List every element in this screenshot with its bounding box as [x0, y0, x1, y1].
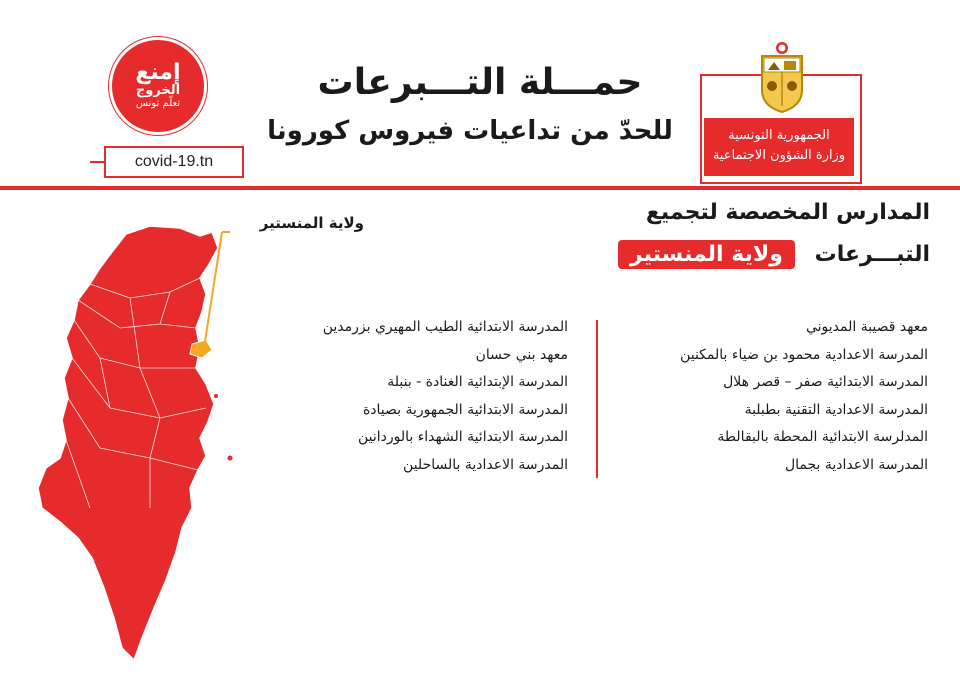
website-url[interactable]: covid-19.tn — [104, 146, 244, 178]
stamp-line2: الخروج — [135, 83, 181, 98]
list-item: المدرسة الابتدائية الجمهورية بصيادة — [362, 401, 568, 418]
section-heading-prefix: التبـــرعات — [814, 242, 930, 267]
campaign-subtitle: للحدّ من تداعيات فيروس كورونا — [267, 116, 673, 146]
governorate-pill: ولاية المنستير — [618, 240, 795, 269]
list-item: معهد قصيبة المديوني — [805, 319, 928, 335]
campaign-title: حمـــلة التـــبرعات — [317, 62, 643, 103]
list-item: المدرسة الاعدادية بجمال — [784, 456, 928, 473]
list-item: المدرسة الابتدائية صفر – قصر هلال — [723, 374, 928, 390]
map-label-monastir: ولاية المنستير — [259, 214, 364, 232]
list-item: المدرسة الاعدادية التقنية بطبلبة — [744, 401, 928, 418]
list-item: المدرسة الابتدائية الشهداء بالوردانين — [357, 429, 568, 445]
schools-list-left — [240, 314, 568, 479]
stamp-line3: تعلّم تونس — [135, 98, 181, 109]
list-item: المدرسة الابتدائية الطيب المهيري بزرمدين — [322, 319, 568, 335]
list-item: المدرسة الاعدادية محمود بن ضياء بالمكنين — [680, 346, 928, 363]
list-divider — [596, 320, 598, 478]
list-item: المدرسة الإبتدائية الغنادة - بنبلة — [387, 374, 568, 390]
section-heading-line1: المدارس المخصصة لتجميع — [645, 200, 930, 225]
list-item: المدرسة الاعدادية بالساحلين — [403, 456, 568, 473]
list-item: معهد بني حسان — [475, 346, 568, 363]
tunisia-outline — [38, 226, 218, 660]
ministry-name-block — [704, 118, 854, 176]
stamp-line1: إمنع — [135, 60, 181, 85]
tunisia-coat-of-arms-icon — [754, 40, 810, 116]
tunisia-map — [30, 208, 280, 668]
header-divider — [0, 186, 960, 190]
list-item: المدلرسة الابتدائية المحطة بالبقالطة — [717, 429, 928, 445]
ministry-line2: وزارة الشؤون الاجتماعية — [712, 148, 846, 163]
schools-list-right — [600, 314, 928, 479]
ministry-line1: الجمهورية التونسية — [728, 128, 830, 143]
stay-home-stamp — [112, 40, 204, 132]
section-heading-line2 — [560, 240, 930, 269]
